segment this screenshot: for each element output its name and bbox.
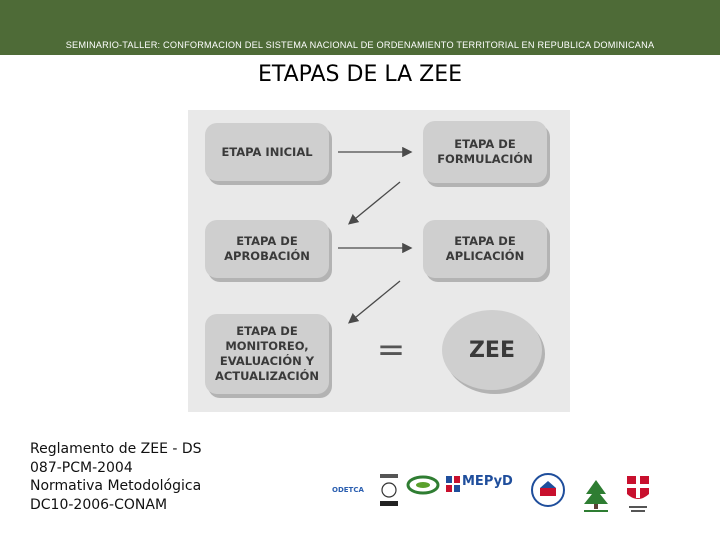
- congress-seal-logo: [530, 472, 566, 508]
- arrow-formulacion-to-aprobacion: [350, 182, 400, 223]
- stage-formulacion: ETAPA DE FORMULACIÓN: [423, 121, 547, 183]
- green-swirl-logo: [406, 474, 440, 496]
- sponsor-logos: [330, 470, 660, 520]
- zee-result: ZEE: [442, 310, 542, 390]
- footnote-line: 087-PCM-2004: [30, 459, 133, 476]
- footnote-line: Reglamento de ZEE - DS: [30, 441, 202, 457]
- stage-aplicacion: ETAPA DE APLICACIÓN: [423, 220, 547, 278]
- mepyd-logo: MEPyD: [462, 474, 513, 489]
- odetca-logo: ODETCA: [332, 486, 364, 494]
- footnote-line: DC10-2006-CONAM: [30, 496, 168, 513]
- un-agency-logo: [378, 472, 400, 508]
- header-banner: [0, 0, 720, 55]
- stage-inicial: ETAPA INICIAL: [205, 123, 329, 181]
- coat-of-arms-logo: [623, 472, 653, 514]
- stage-aprobacion: ETAPA DE APROBACIÓN: [205, 220, 329, 278]
- page-title: ETAPAS DE LA ZEE: [257, 62, 463, 87]
- zee-stages-diagram: [188, 110, 570, 412]
- stage-monitoreo: ETAPA DE MONITOREO, EVALUACIÓN Y ACTUALIZACIÓN: [205, 314, 329, 394]
- banner-text: SEMINARIO-TALLER: CONFORMACION DEL SISTEMA NACIONAL DE ORDENAMIENTO TERRITORIAL EN REPUBLICA DOMINICANA: [65, 39, 655, 50]
- dominican-shield-icon: [446, 476, 460, 492]
- tree-logo: [582, 476, 610, 514]
- equals-sign: =: [376, 330, 406, 370]
- arrow-aplicacion-to-monitoreo: [350, 281, 400, 322]
- footnote-line: Normativa Metodológica: [30, 478, 202, 494]
- footnote: [30, 440, 230, 514]
